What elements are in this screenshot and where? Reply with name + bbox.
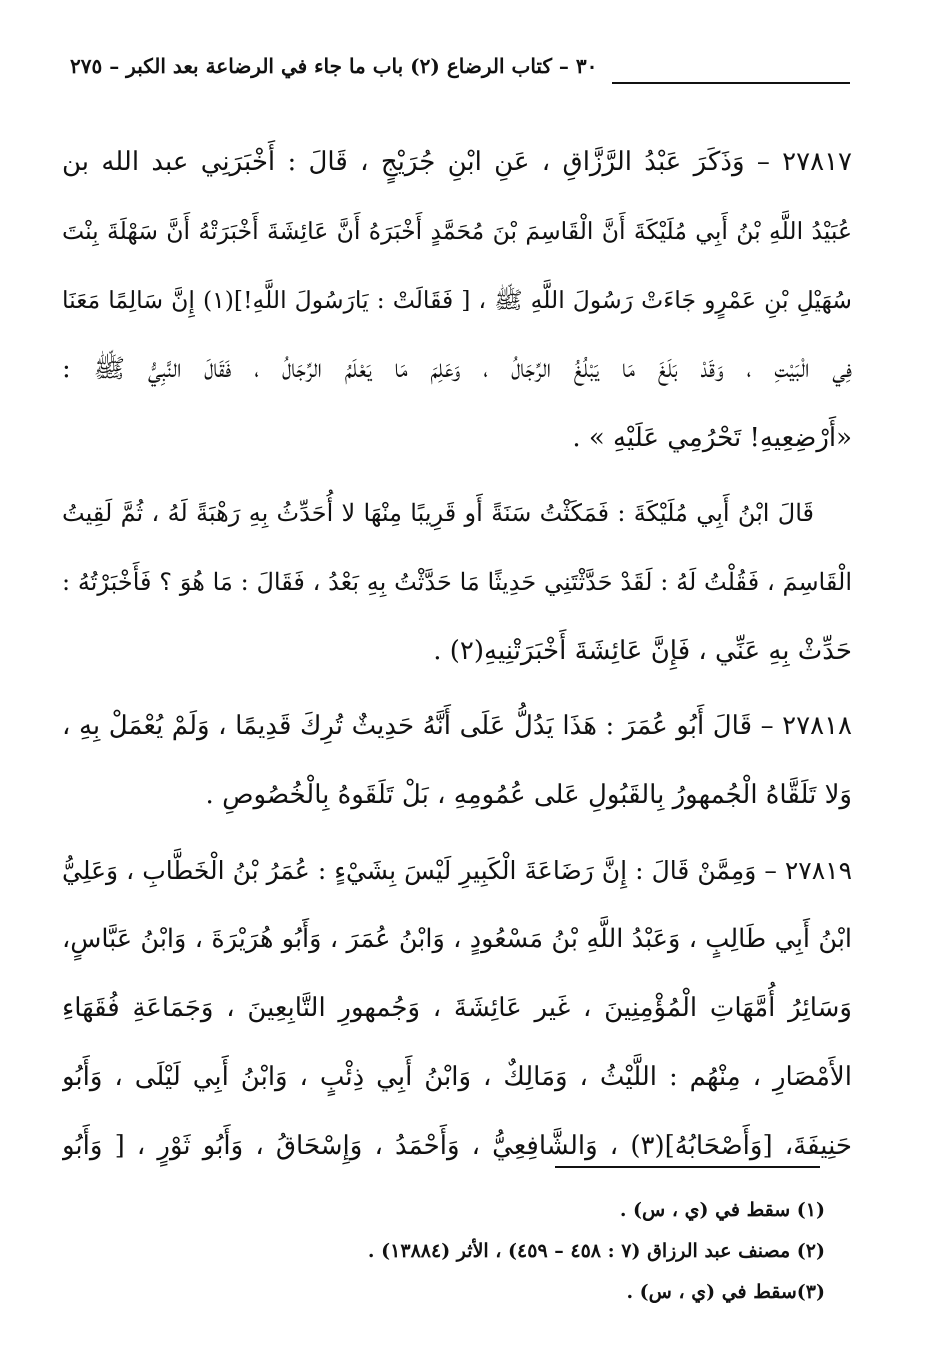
header-rule: [612, 82, 850, 84]
text-line: حَنِيفَةَ، [وَأَصْحَابُهُ](٣) ، وَالشَّافِعِيُّ ، وَأَحْمَدُ ، وَإِسْحَاقُ ، وَأَبُو ثَوْرٍ ، [ وَأَبُو: [62, 1131, 852, 1161]
main-text: [62, 128, 852, 1181]
footnote: (١) سقط في (ي ، س) .: [619, 1199, 825, 1221]
text-line: وَلا تَلَقَّاهُ الْجُمهورُ بِالقَبُولِ عَلى عُمُومِهِ ، بَلْ تَلَقَوهُ بِالْخُصُوصِ .: [205, 780, 852, 810]
text-line: ٢٧٨١٩ – وَمِمَّنْ قَالَ : إِنَّ رَضَاعَةَ الْكَبِيرِ لَيْسَ بِشَيْءٍ : عُمَرُ بْنُ الْخَطَّابِ ، وَعَلِيُّ: [62, 856, 852, 885]
footnotes: [65, 1190, 825, 1313]
text-line: فِي الْبَيْتِ ، وَقَدْ بَلَغَ مَا يَبْلُغُ الرِّجَالُ ، وَعَلِمَ مَا يَعْلَمُ الرِّجَالُ ، فَقَالَ النَّبِيُّ ﷺ :: [62, 354, 852, 384]
text-line: «أَرْضِعِيهِ! تَحْرُمِي عَلَيْهِ » .: [572, 423, 852, 453]
text-line: عُبَيْدُ اللَّهِ بْنُ أَبِي مُلَيْكَةَ أَنَّ الْقَاسِمَ بْنَ مُحَمَّدٍ أَخْبَرَهُ أَنَّ عَائِشَةَ أَخْبَرَتْهُ أَنَّ سَهْلَةَ بِنْتَ: [62, 217, 852, 245]
text-line: ٢٧٨١٧ – وَذَكَرَ عَبْدُ الرَّزَّاقِ ، عَنِ ابْنِ جُرَيْجٍ ، قَالَ : أَخْبَرَنِي عبد الله بن: [62, 147, 852, 177]
text-line: حَدِّثْ بِهِ عَنِّي ، فَإِنَّ عَائِشَةَ أَخْبَرَتْنِيهِ(٢) .: [433, 636, 852, 666]
text-line: ابْنُ أَبِي طَالِبٍ ، وَعَبْدُ اللَّهِ بْنُ مَسْعُودٍ ، وَابْنُ عُمَرَ ، وَأَبُو هُرَيْرَةَ ، وَابْنُ عَبَّاسٍ،: [62, 924, 852, 954]
text-line: سُهَيْلِ بْنِ عَمْرٍو جَاءَتْ رَسُولَ اللَّهِ ﷺ ، [ فَقَالَتْ : يَارَسُولَ اللَّهِ!](١) إِنَّ سَالِمًا مَعَنَا: [62, 286, 852, 314]
footnote: (٢) مصنف عبد الرزاق (٧ : ٤٥٨ – ٤٥٩) ، الأثر (١٣٨٨٤) .: [367, 1240, 825, 1262]
footnote-rule: [555, 1166, 820, 1168]
text-line: الأَمْصَارِ ، مِنْهُم : اللَّيْثُ ، وَمَالِكٌ ، وَابْنُ أَبِي ذِئْبٍ ، وَابْنُ أَبِي لَيْلَى ، وَأَبُو: [62, 1062, 852, 1092]
text-line: قَالَ ابْنُ أَبِي مُلَيْكَةَ : فَمَكَثْتُ سَنَةً أَو قَرِيبًا مِنْهَا لا أُحَدِّثُ بِهِ رَهْبَةً لَهُ ، ثُمَّ لَقِيتُ: [62, 499, 814, 527]
footnote: (٣)سقط في (ي ، س) .: [626, 1281, 825, 1303]
text-line: ٢٧٨١٨ – قَالَ أَبُو عُمَرَ : هَذَا يَدُلُّ عَلَى أَنَّهُ حَدِيثٌ تُرِكَ قَدِيمًا ، وَلَمْ يُعْمَلْ بِهِ ،: [62, 711, 852, 741]
running-header-title: ٣٠ – كتاب الرضاع (٢) باب ما جاء في الرضاعة بعد الكبر – ٢٧٥: [70, 54, 598, 78]
running-header: [60, 44, 850, 94]
text-line: الْقَاسِمَ ، فَقُلْتُ لَهُ : لَقَدْ حَدَّثْتَنِي حَدِيثًا مَا حَدَّثْتُ بِهِ بَعْدُ ، فَقَالَ : مَا هُوَ ؟ فَأَخْبَرْتُهُ :: [62, 568, 852, 596]
text-line: وَسَائِرُ أُمَّهَاتِ الْمُؤْمِنِينَ ، غَير عَائِشَةَ ، وَجُمهورِ التَّابِعِينَ ، وَجَمَاعَةِ فُقَهَاءِ: [62, 993, 852, 1023]
